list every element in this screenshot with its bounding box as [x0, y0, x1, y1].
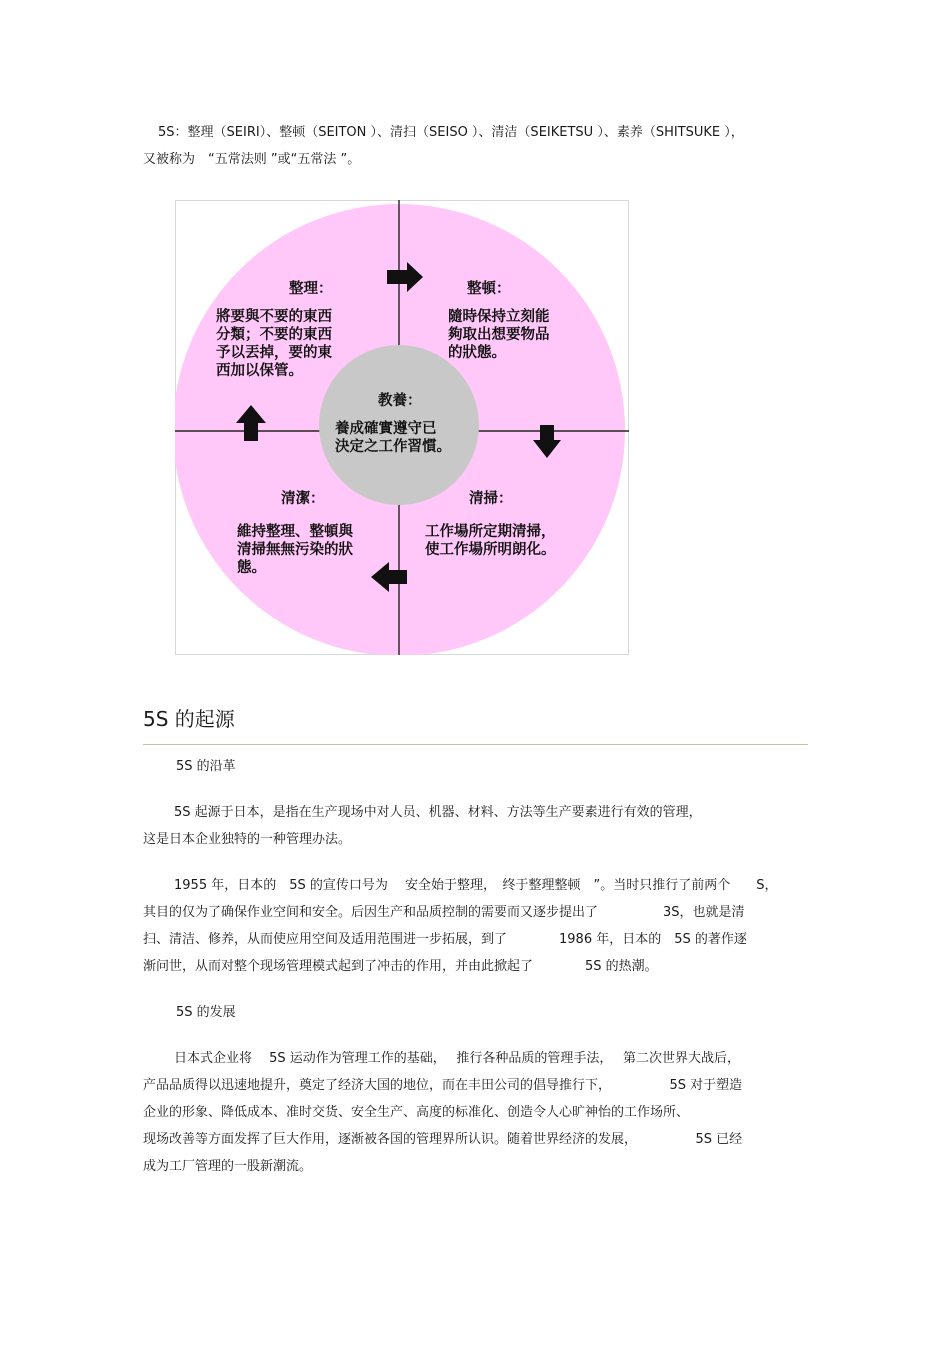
seiketsu-text-3: 態。 — [237, 560, 266, 576]
shitsuke-title: 教養： — [378, 393, 422, 409]
seiri-text-2: 分類；不要的東西 — [216, 327, 332, 343]
history-p1-line-2: 这是日本企业独特的一种管理办法。 — [143, 832, 352, 847]
history-p2-line-4: 渐问世，从而对整个现场管理模式起到了冲击的作用，并由此掀起了 5S 的热潮。 — [143, 959, 658, 974]
intro-line-1: 5S：整理（SEIRI）、整顿（SEITON ）、清扫（SEISO ）、清洁（SEIKETSU ）、素养（SHITSUKE ）， — [158, 125, 744, 140]
intro-line-2: 又被称为 “五常法则 ”或“五常法 ”。 — [143, 152, 361, 167]
history-subheading: 5S 的沿革 — [176, 759, 236, 774]
shitsuke-text-2: 決定之工作習慣。 — [335, 439, 451, 455]
development-p1-line-3: 企业的形象、降低成本、准时交货、安全生产、高度的标准化、创造令人心旷神怡的工作场所、 — [143, 1105, 690, 1120]
seiketsu-text-1: 維持整理、整頓與 — [237, 524, 353, 540]
seiso-title: 清掃： — [469, 491, 513, 507]
seiri-text-3: 予以丟掉，要的東 — [216, 345, 332, 361]
history-p2-line-2: 其目的仅为了确保作业空间和安全。后因生产和品质控制的需要而又逐步提出了 3S，也就是清 — [143, 905, 745, 920]
seiketsu-title: 清潔： — [281, 491, 325, 507]
shitsuke-text-1: 養成確實遵守已 — [335, 421, 437, 437]
seiso-text-2: 使工作場所明朗化。 — [425, 542, 556, 558]
section-divider — [143, 744, 808, 745]
5s-cycle-svg — [175, 200, 629, 655]
seiton-text-1: 隨時保持立刻能 — [448, 309, 550, 325]
history-p1-line-1: 5S 起源于日本，是指在生产现场中对人员、机器、材料、方法等生产要素进行有效的管理， — [174, 805, 702, 820]
section-heading: 5S 的起源 — [143, 707, 235, 731]
seiri-text-4: 西加以保管。 — [216, 363, 303, 379]
development-p1-line-1: 日本式企业将 5S 运动作为管理工作的基础， 推行各种品质的管理手法， 第二次世界大战后， — [174, 1051, 741, 1066]
development-subheading: 5S 的发展 — [176, 1005, 236, 1020]
development-p1-line-2: 产品品质得以迅速地提升，奠定了经济大国的地位，而在丰田公司的倡导推行下， 5S 对于塑造 — [143, 1078, 743, 1093]
history-p2-line-3: 扫、清洁、修养，从而使应用空间及适用范围进一步拓展，到了 1986 年，日本的 5S 的著作逐 — [143, 932, 747, 947]
seiri-title: 整理： — [289, 281, 333, 297]
seiton-text-2: 夠取出想要物品 — [448, 327, 550, 343]
development-p1-line-5: 成为工厂管理的一股新潮流。 — [143, 1159, 313, 1174]
development-p1-line-4: 现场改善等方面发挥了巨大作用，逐渐被各国的管理界所认识。随着世界经济的发展， 5S 已经 — [143, 1132, 743, 1147]
seiton-title: 整頓： — [467, 281, 511, 297]
seiri-text-1: 將要與不要的東西 — [216, 309, 332, 325]
seiso-text-1: 工作場所定期清掃， — [425, 524, 556, 540]
seiton-text-3: 的狀態。 — [448, 345, 506, 361]
seiketsu-text-2: 清掃無無污染的狀 — [237, 542, 353, 558]
5s-cycle-diagram — [175, 200, 629, 655]
history-p2-line-1: 1955 年，日本的 5S 的宣传口号为 安全始于整理， 终于整理整顿 ”。当时只推行了前两个 S， — [174, 878, 778, 893]
